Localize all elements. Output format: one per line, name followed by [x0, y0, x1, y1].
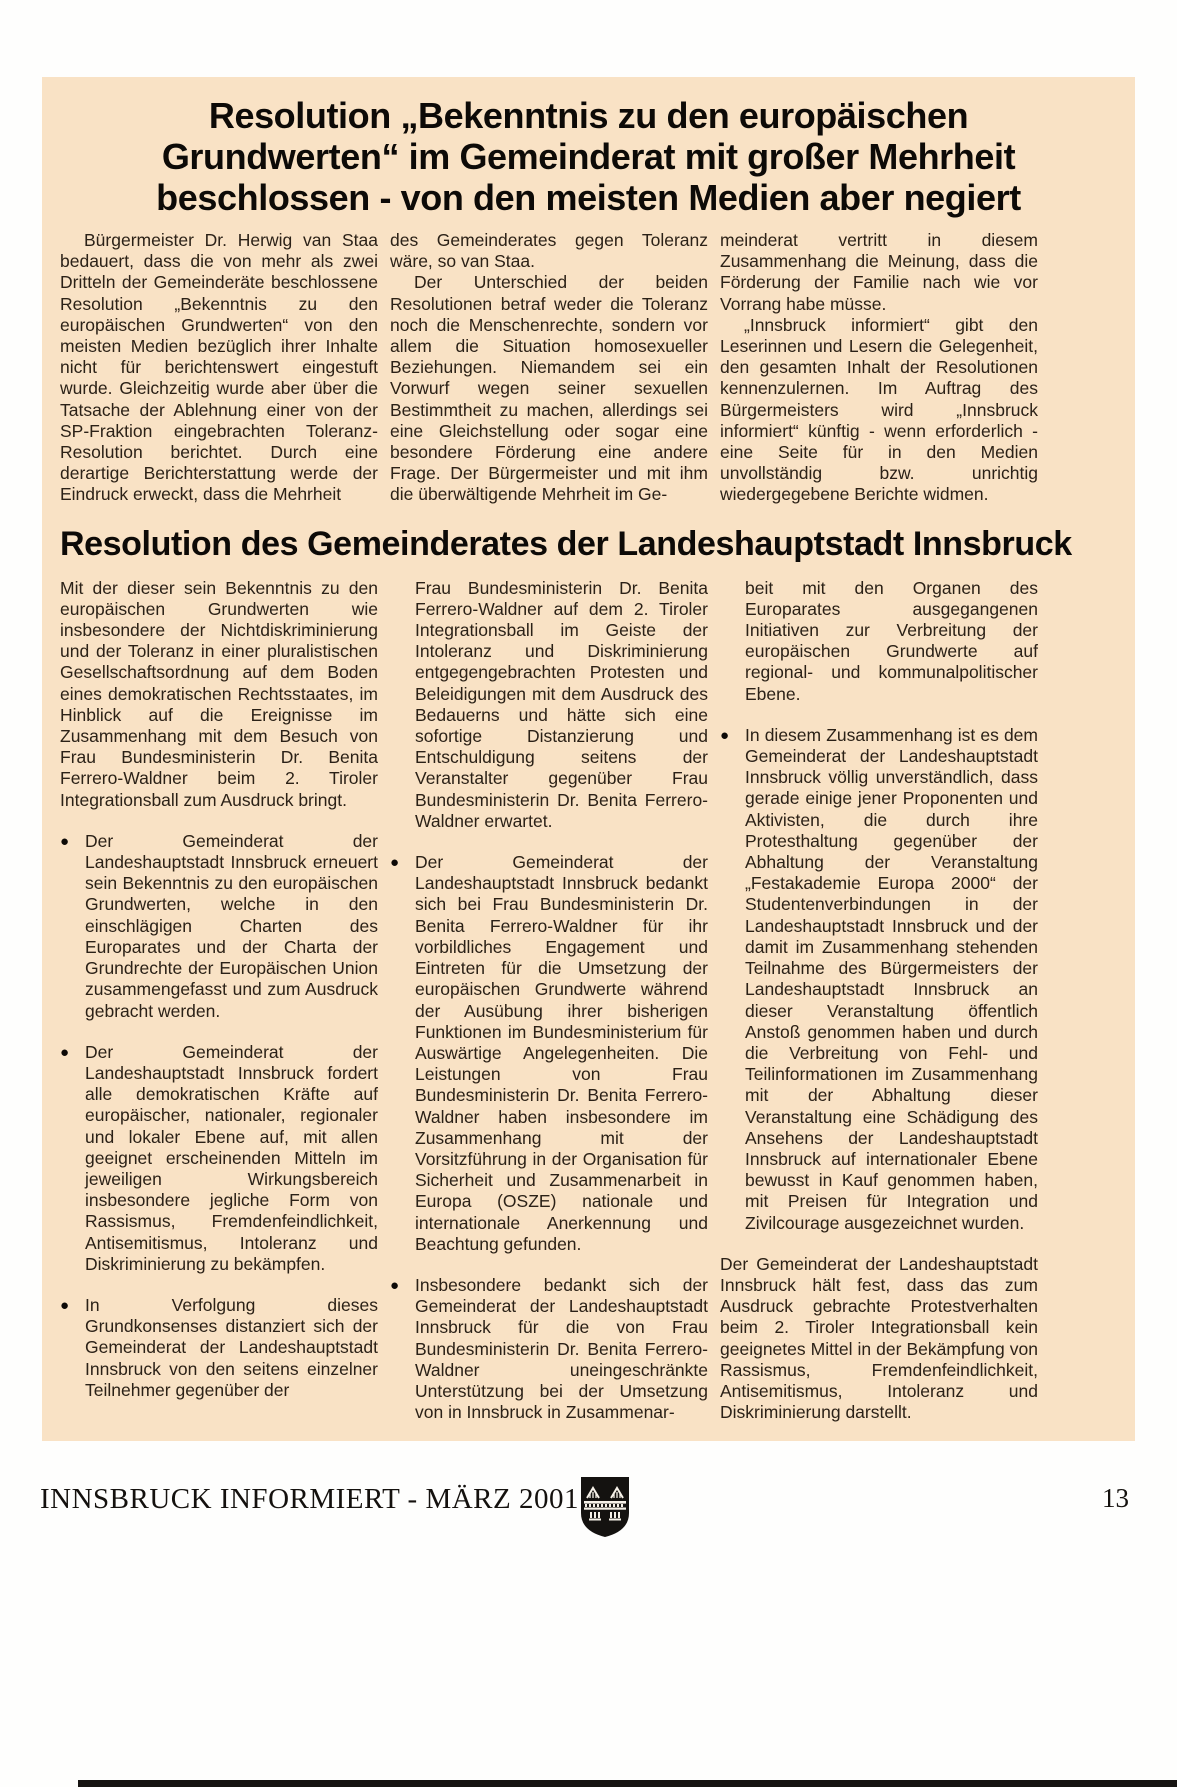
intro-paragraph: Mit der dieser sein Bekenntnis zu den europäischen Grundwerten wie insbesondere der Nichtdiskriminierung und der Toleranz in einer pluralistischen Gesellschaftsordnung auf dem Boden eines demokratischen Rechtsstaates, im Hinblick auf die Ereignisse im Zusammenhang mit dem Besuch von Frau Bundesministerin Dr. Benita Ferrero-Waldner beim 2. Tiroler Integrationsball zum Ausdruck bringt.	[60, 577, 378, 810]
bullet-text: In Verfolgung dieses Grundkonsenses distanziert sich der Gemeinderat der Landeshauptstadt Innsbruck von den seitens einzelner Teilnehmer gegenüber der	[85, 1294, 378, 1400]
bullet-text: Der Gemeinderat der Landeshauptstadt Innsbruck bedankt sich bei Frau Bundesministerin Dr. Benita Ferrero-Waldner für ihr vorbildliches Engagement und Eintreten für die Umsetzung der europäischen Grundwerte während der Ausübung ihrer bisherigen Funktionen im Bundesministerium für Auswärtige Angelegenheiten. Die Leistungen von Frau Bundesministerin Dr. Benita Ferrero-Waldner haben insbesondere im Zusammenhang mit der Vorsitzführung in der Organisation für Sicherheit und Zusammenarbeit in Europa (OSZE) nationale und internationale Anerkennung und Beachtung gefunden.	[415, 852, 708, 1254]
scan-edge-artifact	[78, 1780, 1177, 1787]
bullet-icon	[720, 725, 745, 1234]
article1-columns	[60, 230, 1038, 506]
bullet-icon	[60, 831, 85, 1022]
paragraph: meinderat vertritt in diesem Zusammenhang die Meinung, dass die Förderung der Familie nach wie vor Vorrang habe müsse.	[720, 230, 1038, 314]
article2-column-3	[720, 578, 1038, 1424]
bullet-item	[60, 1042, 378, 1275]
article2-heading: Resolution des Gemeinderates der Landeshauptstadt Innsbruck	[60, 524, 1072, 563]
bullet-text: Der Gemeinderat der Landeshauptstadt Innsbruck fordert alle demokratischen Kräfte auf europäischer, nationaler, regionaler und lokaler Ebene auf, mit allen geeignet erscheinenden Mitteln im jeweiligen Wirkungsbereich insbesondere jegliche Form von Rassismus, Fremdenfeindlichkeit, Antisemitismus, Intoleranz und Diskriminierung zu bekämpfen.	[85, 1041, 378, 1274]
title-line-3: beschlossen - von den meisten Medien aber negiert	[156, 177, 1021, 218]
journal-title: INNSBRUCK INFORMIERT - MÄRZ 2001	[40, 1483, 579, 1516]
article1-column-1	[60, 230, 378, 506]
innsbruck-crest-icon	[579, 1475, 631, 1544]
bullet-icon	[390, 1275, 415, 1423]
bullet-text: In diesem Zusammenhang ist es dem Gemeinderat der Landeshauptstadt Innsbruck völlig unverständlich, dass gerade einige jener Proponenten und Aktivisten, die durch ihre Protesthaltung gegenüber der Abhaltung der Veranstaltung „Festakademie Europa 2000“ der Studentenverbindungen in der Landeshauptstadt Innsbruck und der damit im Zusammenhang stehenden Teilnahme des Bürgermeisters der Landeshauptstadt Innsbruck an dieser Veranstaltung öffentlich Anstoß genommen haben und durch die Verbreitung von Fehl- und Teilinformationen im Zusammenhang mit der Abhaltung dieser Veranstaltung eine Schädigung des Ansehens der Landeshauptstadt Innsbruck auf internationaler Ebene bewusst in Kauf genommen haben, mit Preisen für Integration und Zivilcourage ausgezeichnet wurden.	[745, 724, 1038, 1233]
bullet-text: Insbesondere bedankt sich der Gemeinderat der Landeshauptstadt Innsbruck für die von Frau Bundesministerin Dr. Benita Ferrero-Waldner uneingeschränkte Unterstützung bei der Umsetzung von in Innsbruck in Zusammenar-	[415, 1274, 708, 1423]
article-panel	[42, 77, 1135, 1441]
bullet-item	[720, 725, 1038, 1234]
article2-column-2	[390, 578, 708, 1424]
closing-paragraph: Der Gemeinderat der Landeshauptstadt Innsbruck hält fest, dass das zum Ausdruck gebrachte Protestverhalten beim 2. Tiroler Integrationsball kein geeignetes Mittel in der Bekämpfung von Rassismus, Fremdenfeindlichkeit, Antisemitismus, Intoleranz und Diskriminierung darstellt.	[720, 1253, 1038, 1423]
title-line-1: Resolution „Bekenntnis zu den europäischen	[208, 95, 969, 136]
continuation-paragraph: Frau Bundesministerin Dr. Benita Ferrero-Waldner auf dem 2. Tiroler Integrationsball im Geiste der Intoleranz und Diskriminierung entgegengebrachten Protesten und Beleidigungen mit dem Ausdruck des Bedauerns und hätte sich eine sofortige Distanzierung und Entschuldigung seitens der Veranstalter gegenüber Frau Bundesministerin Dr. Benita Ferrero-Waldner erwartet.	[415, 577, 708, 831]
page-number: 13	[1102, 1483, 1129, 1514]
bullet-text: Der Gemeinderat der Landeshauptstadt Innsbruck erneuert sein Bekenntnis zu den europäischen Grundwerten, welche in den einschlägigen Charten des Europarates und der Charta der Grundrechte der Europäischen Union zusammengefasst und zum Ausdruck gebracht werden.	[85, 830, 378, 1021]
bullet-item	[60, 1295, 378, 1401]
bullet-item	[390, 1275, 708, 1423]
paragraph: Bürgermeister Dr. Herwig van Staa bedauert, dass die von mehr als zwei Dritteln der Gemeinderäte beschlossene Resolution „Bekenntnis zu den europäischen Grundwerten“ von den meisten Medien bezüglich ihrer Inhalte nicht für berichtenswert eingestuft wurde. Gleichzeitig wurde aber über die Tatsache der Ablehnung einer von der SP-Fraktion eingebrachten Toleranz-Resolution berichtet. Durch eine derartige Berichterstattung werde der Eindruck erweckt, dass die Mehrheit	[60, 230, 378, 505]
title-line-2: Grundwerten“ im Gemeinderat mit großer Mehrheit	[161, 136, 1016, 177]
continuation-paragraph: beit mit den Organen des Europarates ausgegangenen Initiativen zur Verbreitung der europäischen Grundwerte auf regional- und kommunalpolitischer Ebene.	[745, 577, 1038, 704]
bullet-icon	[390, 852, 415, 1255]
paragraph: des Gemeinderates gegen Toleranz wäre, so van Staa.	[390, 230, 708, 272]
article1-column-2	[390, 230, 708, 506]
bullet-icon	[60, 1295, 85, 1401]
page-footer	[0, 1441, 1177, 1544]
bullet-item	[60, 831, 378, 1022]
bullet-item	[390, 852, 708, 1255]
article2-columns	[60, 578, 1038, 1424]
article2-column-1	[60, 578, 378, 1424]
magazine-page	[0, 77, 1177, 1787]
paragraph: „Innsbruck informiert“ gibt den Leserinnen und Lesern die Gelegenheit, den gesamten Inhalt der Resolutionen kennenzulernen. Im Auftrag des Bürgermeisters wird „Innsbruck informiert“ künftig - wenn erforderlich - eine Seite für in den Medien unvollständig bzw. unrichtig wiedergegebene Berichte widmen.	[720, 314, 1038, 505]
paragraph: Der Unterschied der beiden Resolutionen betraf weder die Toleranz noch die Menschenrechte, sondern vor allem die Situation homosexueller Beziehungen. Niemandem sei ein Vorwurf wegen seiner sexuellen Bestimmtheit zu machen, allerdings sei eine Gleichstellung oder sogar eine besondere Förderung eine andere Frage. Der Bürgermeister und mit ihm die überwältigende Mehrheit im Ge-	[390, 272, 708, 505]
article1-title	[60, 95, 1117, 218]
bullet-icon	[60, 1042, 85, 1275]
article1-column-3	[720, 230, 1038, 506]
